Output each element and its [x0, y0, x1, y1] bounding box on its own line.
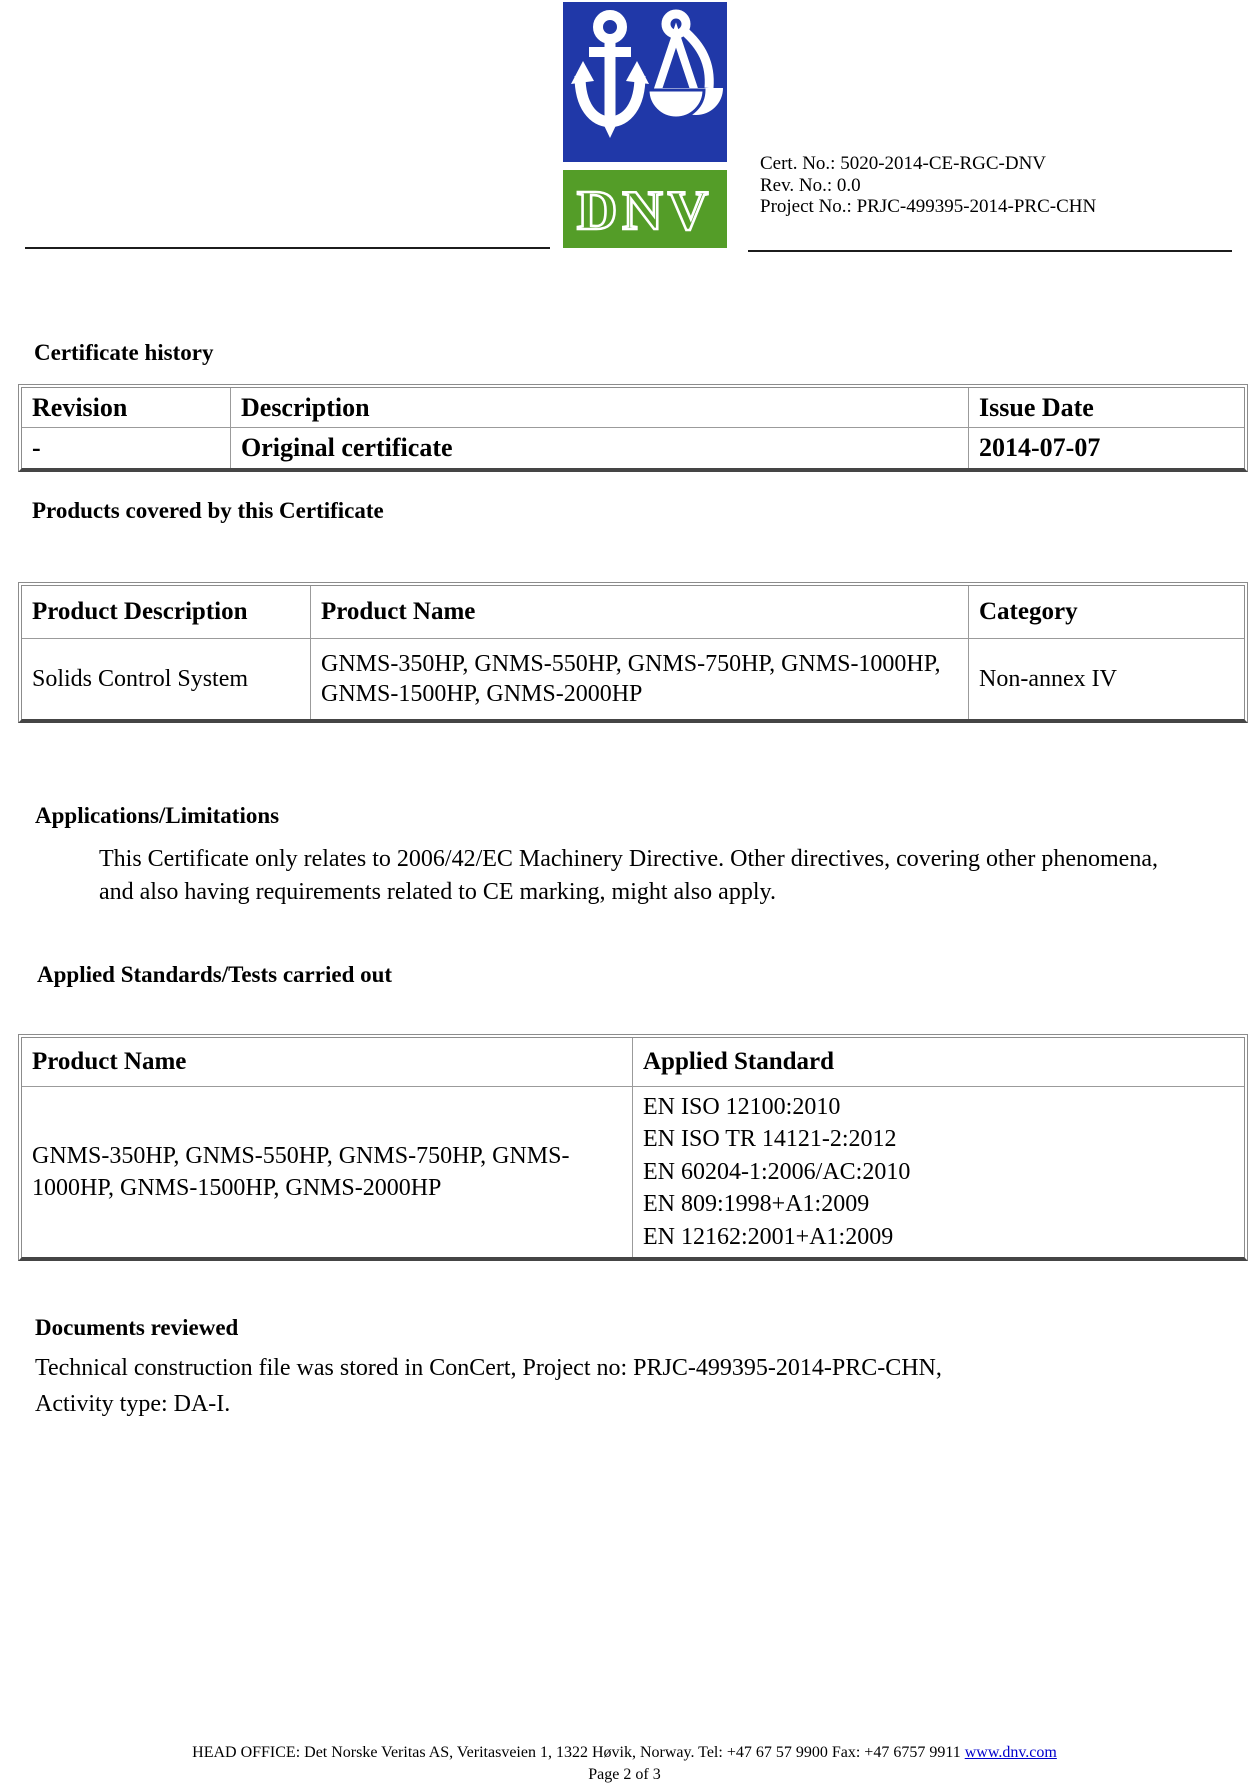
- col-header-product-name: Product Name: [22, 1038, 633, 1087]
- col-header-category: Category: [969, 586, 1244, 639]
- table-row: [22, 1087, 1244, 1257]
- applications-limitations-paragraph: This Certificate only relates to 2006/42/EC Machinery Directive. Other directives, covering other phenomena, and also having requirements related to CE marking, might also apply.: [99, 846, 1158, 905]
- documents-reviewed-paragraph: [35, 1350, 1185, 1422]
- col-header-issue-date: Issue Date: [969, 388, 1244, 428]
- standards-product-name-cell: GNMS-350HP, GNMS-550HP, GNMS-750HP, GNMS-1000HP, GNMS-1500HP, GNMS-2000HP: [22, 1087, 633, 1257]
- page-number: Page 2 of 3: [588, 1766, 661, 1783]
- documents-reviewed-line-2: Activity type: DA-I.: [35, 1391, 231, 1417]
- products-covered-table: [18, 582, 1248, 723]
- table-row: [22, 428, 1244, 468]
- documents-reviewed-line-1: Technical construction file was stored in ConCert, Project no: PRJC-499395-2014-PRC-CHN,: [35, 1355, 942, 1381]
- applied-standards-table: [18, 1034, 1248, 1261]
- product-name-cell: GNMS-350HP, GNMS-550HP, GNMS-750HP, GNMS-1000HP, GNMS-1500HP, GNMS-2000HP: [311, 639, 969, 719]
- dnv-emblem: [563, 2, 727, 162]
- standard-item: EN ISO TR 14121-2:2012: [643, 1126, 897, 1153]
- cert-no-line: Cert. No.: 5020-2014-CE-RGC-DNV: [760, 153, 1047, 174]
- head-office-text: HEAD OFFICE: Det Norske Veritas AS, Veritasveien 1, 1322 Høvik, Norway. Tel: +47 67 57 9900 Fax: +47 6757 9911: [192, 1744, 965, 1761]
- anchor-and-scales-icon: [563, 2, 727, 162]
- standard-item: EN ISO 12100:2010: [643, 1093, 841, 1120]
- standards-list: [643, 1091, 1234, 1254]
- dnv-website-link[interactable]: www.dnv.com: [964, 1744, 1057, 1761]
- section-title-certificate-history: Certificate history: [34, 340, 214, 365]
- col-header-applied-standard: Applied Standard: [633, 1038, 1244, 1087]
- header-rule-left: [25, 247, 550, 249]
- products-header-row: [22, 586, 1244, 639]
- standard-item: EN 809:1998+A1:2009: [643, 1191, 870, 1218]
- applied-standards-header-row: [22, 1038, 1244, 1087]
- section-title-products-covered: Products covered by this Certificate: [32, 498, 384, 523]
- standard-item: EN 60204-1:2006/AC:2010: [643, 1158, 911, 1185]
- project-no-line: Project No.: PRJC-499395-2014-PRC-CHN: [760, 196, 1097, 217]
- applied-standard-cell: [633, 1087, 1244, 1257]
- scales-icon: [657, 14, 709, 92]
- section-title-documents-reviewed: Documents reviewed: [35, 1315, 239, 1340]
- col-header-product-description: Product Description: [22, 586, 311, 639]
- category-cell: Non-annex IV: [979, 666, 1117, 692]
- description-cell: Original certificate: [231, 428, 969, 468]
- col-header-revision: Revision: [22, 388, 231, 428]
- certificate-reference-block: [760, 153, 1096, 218]
- revision-cell: -: [22, 428, 231, 468]
- col-header-description: Description: [231, 388, 969, 428]
- section-title-applied-standards: Applied Standards/Tests carried out: [37, 962, 393, 987]
- certificate-history-table: [18, 384, 1248, 472]
- anchor-icon: [580, 15, 640, 122]
- col-header-product-name: Product Name: [311, 586, 969, 639]
- header-rule-right: [748, 250, 1232, 252]
- section-title-applications-limitations: Applications/Limitations: [35, 803, 280, 828]
- head-office-line: [0, 1742, 1249, 1764]
- table-row: [22, 639, 1244, 719]
- standard-item: EN 12162:2001+A1:2009: [643, 1223, 894, 1250]
- rev-no-line: Rev. No.: 0.0: [760, 174, 861, 196]
- issue-date-cell: 2014-07-07: [979, 433, 1101, 462]
- dnv-wordmark: [563, 170, 727, 248]
- dnv-wordmark-text: DNV: [576, 180, 714, 242]
- certificate-history-header-row: [22, 388, 1244, 428]
- product-description-cell: Solids Control System: [22, 639, 311, 719]
- page-footer: [0, 1742, 1249, 1785]
